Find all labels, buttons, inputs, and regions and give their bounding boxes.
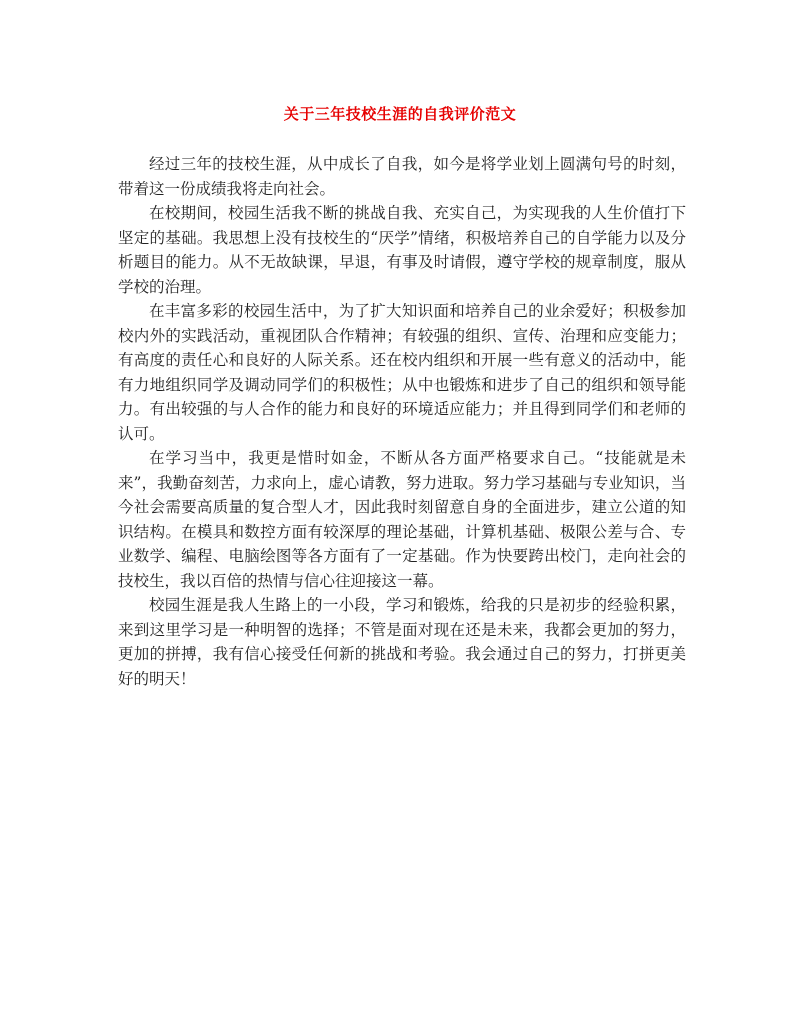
- document-body: [118, 152, 686, 691]
- document-title: 关于三年技校生涯的自我评价范文: [283, 105, 517, 123]
- paragraph-2: 在校期间，校园生活我不断的挑战自我、充实自己，为实现我的人生价值打下坚定的基础。我思想上没有技校生的“厌学”情绪，积极培养自己的自学能力以及分析题目的能力。从不无故缺课，早退，有事及时请假，遵守学校的规章制度，服从学校的治理。: [118, 204, 686, 296]
- paragraph-4: 在学习当中，我更是惜时如金，不断从各方面严格要求自己。“技能就是未来”，我勤奋刻苦，力求向上，虚心请教，努力进取。努力学习基础与专业知识，当今社会需要高质量的复合型人才，因此我时刻留意自身的全面进步，建立公道的知识结构。在模具和数控方面有较深厚的理论基础，计算机基础、极限公差与合、专业数学、编程、电脑绘图等各方面有了一定基础。作为快要跨出校门，走向社会的技校生，我以百倍的热情与信心往迎接这一幕。: [118, 449, 686, 590]
- paragraph-3: 在丰富多彩的校园生活中，为了扩大知识面和培养自己的业余爱好；积极参加校内外的实践活动，重视团队合作精神；有较强的组织、宣传、治理和应变能力；有高度的责任心和良好的人际关系。还在校内组织和开展一些有意义的活动中，能有力地组织同学及调动同学们的积极性；从中也锻炼和进步了自己的组织和领导能力。有出较强的与人合作的能力和良好的环境适应能力；并且得到同学们和老师的认可。: [118, 302, 686, 443]
- paragraph-1: 经过三年的技校生涯，从中成长了自我，如今是将学业划上圆满句号的时刻，带着这一份成绩我将走向社会。: [118, 155, 686, 198]
- paragraph-5: 校园生涯是我人生路上的一小段，学习和锻炼，给我的只是初步的经验积累，来到这里学习是一种明智的选择；不管是面对现在还是未来，我都会更加的努力，更加的拼搏，我有信心接受任何新的挑战和考验。我会通过自己的努力，打拼更美好的明天！: [118, 596, 686, 688]
